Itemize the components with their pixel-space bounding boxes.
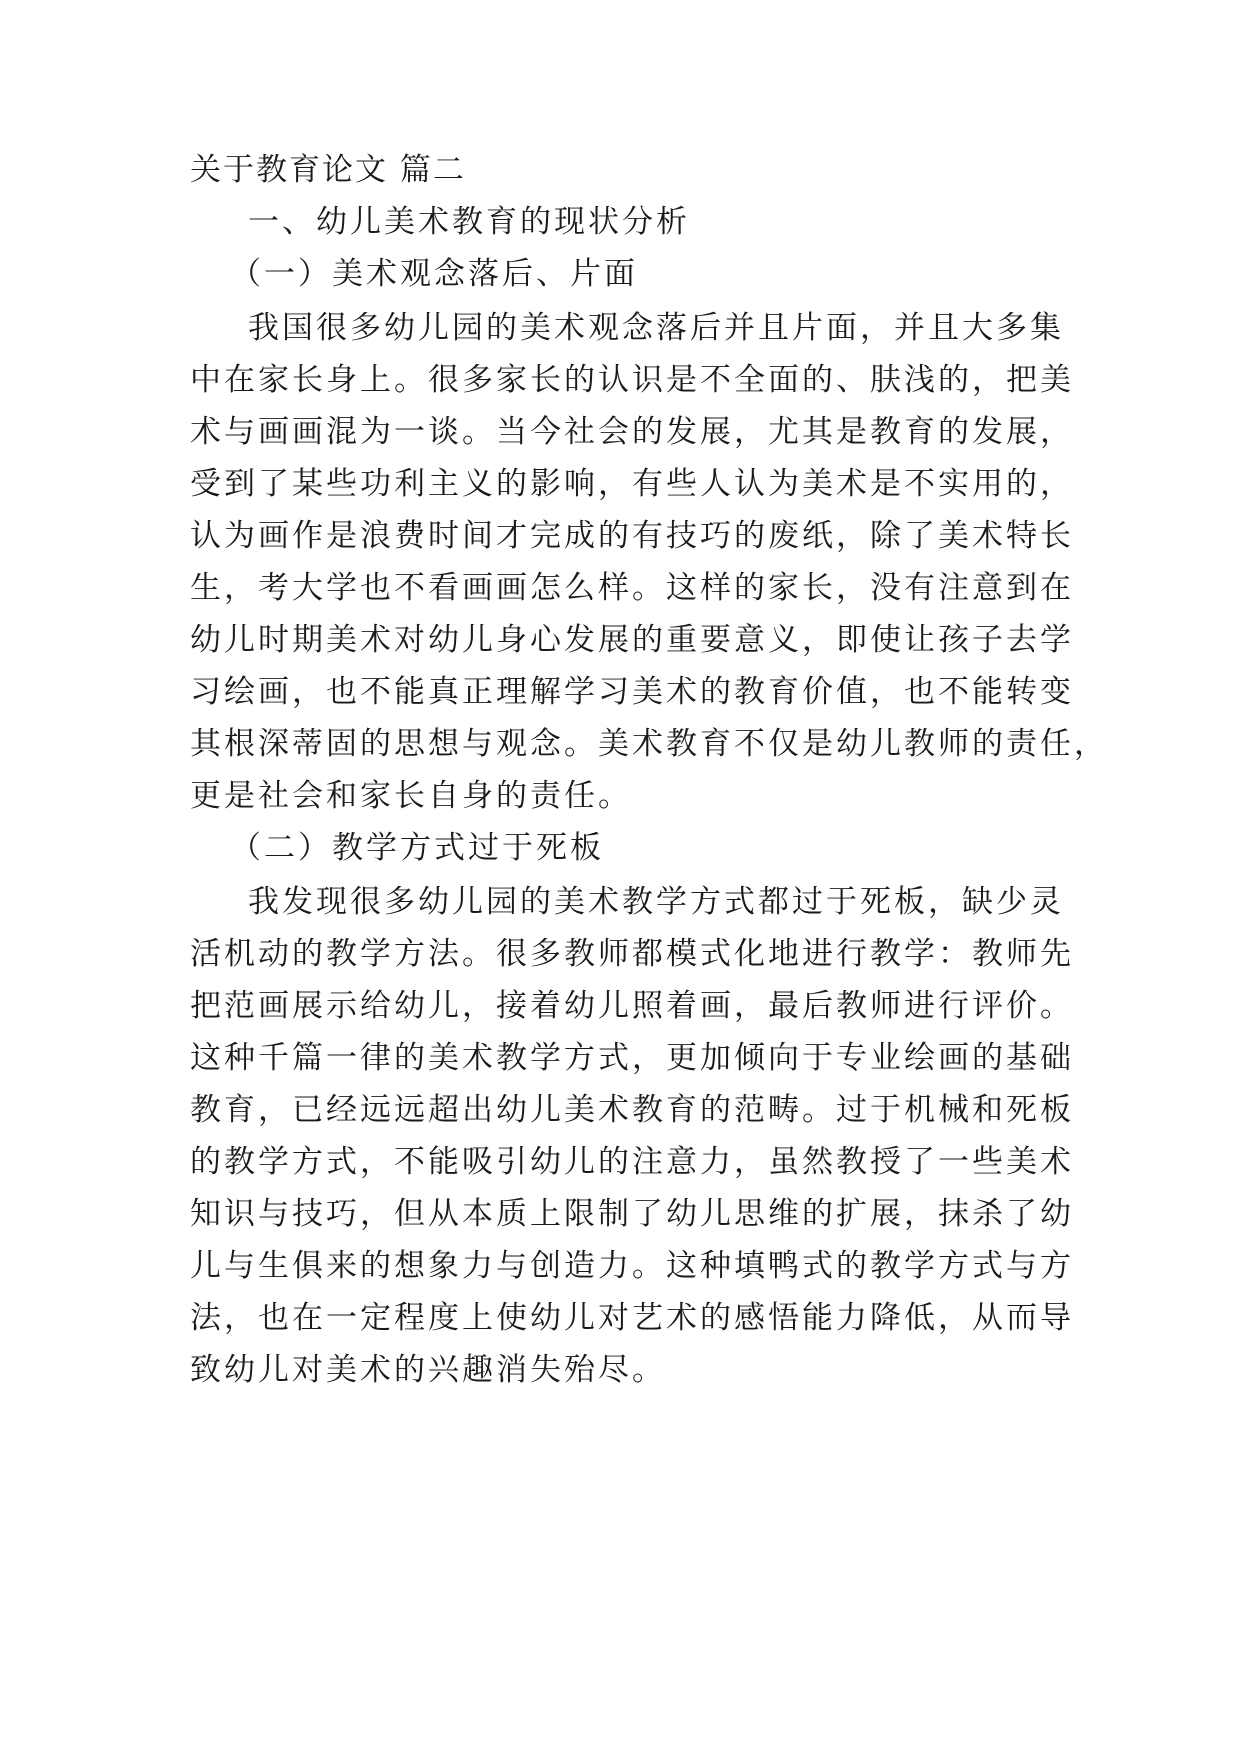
paragraph-line: 更是社会和家长自身的责任。 [190, 778, 632, 814]
document-title: 关于教育论文 篇二 [190, 152, 466, 188]
paragraph-line: 习绘画，也不能真正理解学习美术的教育价值，也不能转变 [190, 674, 1074, 710]
paragraph-line: 生，考大学也不看画画怎么样。这样的家长，没有注意到在 [190, 570, 1074, 606]
paragraph-line: 受到了某些功利主义的影响，有些人认为美术是不实用的， [190, 466, 1074, 502]
paragraph-line: 中在家长身上。很多家长的认识是不全面的、肤浅的，把美 [190, 362, 1074, 398]
paragraph-line: 这种千篇一律的美术教学方式，更加倾向于专业绘画的基础 [190, 1040, 1074, 1076]
paragraph-line: 儿与生俱来的想象力与创造力。这种填鸭式的教学方式与方 [190, 1248, 1074, 1284]
section-heading: 一、幼儿美术教育的现状分析 [248, 204, 690, 240]
paragraph-line: 其根深蒂固的思想与观念。美术教育不仅是幼儿教师的责任， [190, 726, 1108, 762]
paragraph-line: 的教学方式，不能吸引幼儿的注意力，虽然教授了一些美术 [190, 1144, 1074, 1180]
paragraph-line: 认为画作是浪费时间才完成的有技巧的废纸，除了美术特长 [190, 518, 1074, 554]
paragraph-line: 我国很多幼儿园的美术观念落后并且片面，并且大多集 [248, 310, 1064, 346]
paragraph-line: 活机动的教学方法。很多教师都模式化地进行教学：教师先 [190, 936, 1074, 972]
paragraph-line: 法，也在一定程度上使幼儿对艺术的感悟能力降低，从而导 [190, 1300, 1074, 1336]
paragraph-line: 术与画画混为一谈。当今社会的发展，尤其是教育的发展， [190, 414, 1074, 450]
paragraph-line: 把范画展示给幼儿，接着幼儿照着画，最后教师进行评价。 [190, 988, 1074, 1024]
paragraph-line: 致幼儿对美术的兴趣消失殆尽。 [190, 1352, 666, 1388]
paragraph-line: 教育，已经远远超出幼儿美术教育的范畴。过于机械和死板 [190, 1092, 1074, 1128]
paragraph-line: 我发现很多幼儿园的美术教学方式都过于死板，缺少灵 [248, 884, 1064, 920]
paragraph-line: 知识与技巧，但从本质上限制了幼儿思维的扩展，抹杀了幼 [190, 1196, 1074, 1232]
paragraph-line: 幼儿时期美术对幼儿身心发展的重要意义，即使让孩子去学 [190, 622, 1074, 658]
subsection-heading: （二）教学方式过于死板 [230, 830, 604, 866]
subsection-heading: （一）美术观念落后、片面 [230, 256, 638, 292]
